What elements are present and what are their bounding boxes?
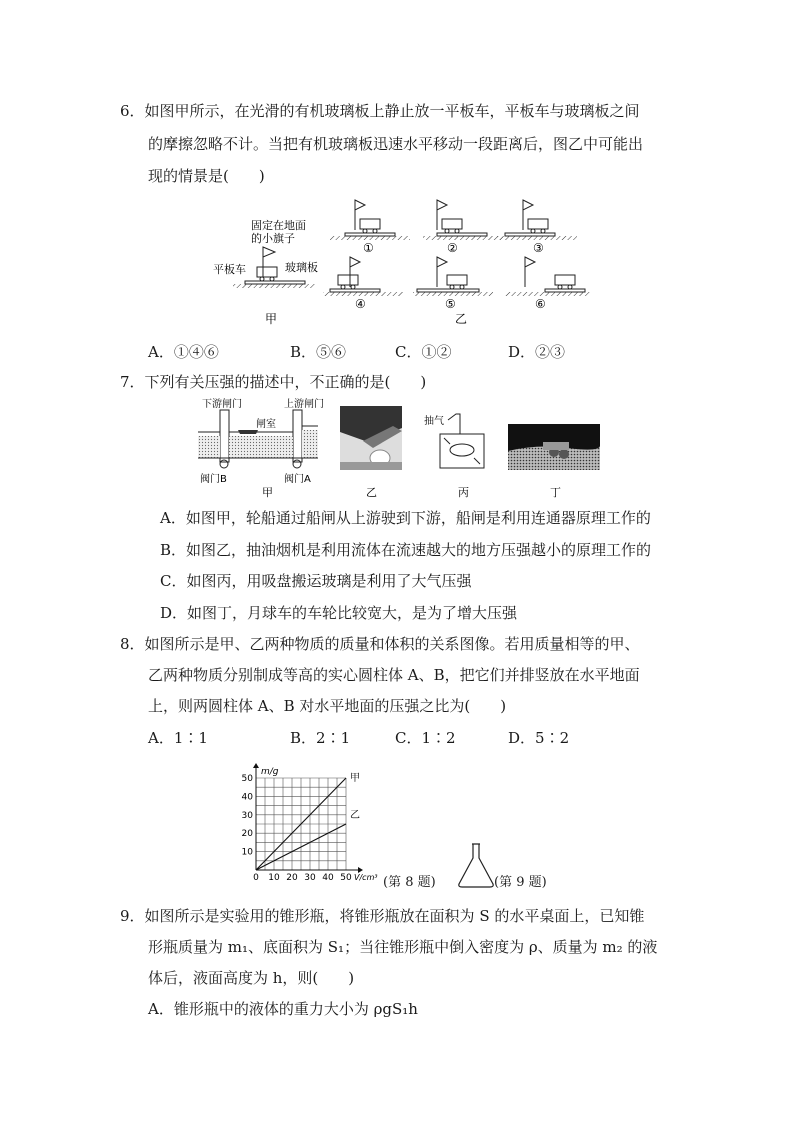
q8-option-a: A．1∶1 — [148, 729, 208, 747]
panel-5 — [413, 257, 493, 311]
q6-option-a: A．①④⑥ — [148, 343, 219, 361]
panel-3 — [497, 200, 577, 255]
x-axis-label: V/cm³ — [354, 873, 378, 882]
pump-label: 抽气 — [424, 416, 444, 427]
chart-series — [256, 772, 360, 870]
panel-number-3: ③ — [533, 241, 544, 255]
x-tick-label: 20 — [286, 873, 298, 883]
q7-option-a: A．如图甲，轮船通过船闸从上游驶到下游，船闸是利用连通器原理工作的 — [160, 509, 651, 527]
flag-label-2: 的小旗子 — [251, 232, 295, 245]
q6-line-2: 的摩擦忽略不计。当把有机玻璃板迅速水平移动一段距离后，图乙中可能出 — [148, 135, 644, 153]
panel-number-5: ⑤ — [445, 297, 456, 311]
q6-option-c: C．①② — [395, 343, 452, 361]
y-axis-label: m/g — [261, 767, 279, 777]
y-tick-label: 40 — [241, 792, 253, 803]
range-hood-photo — [340, 406, 402, 499]
x-tick-label: 40 — [322, 873, 334, 883]
q8-figure-caption: (第 8 题) — [383, 875, 436, 890]
q9-line-1: 9．如图所示是实验用的锥形瓶，将锥形瓶放在面积为 S 的水平桌面上，已知锥 — [120, 907, 645, 925]
panel-2 — [423, 200, 503, 255]
caption-jia: 甲 — [265, 312, 278, 326]
y-tick-label: 30 — [241, 810, 253, 821]
glass-label: 玻璃板 — [285, 261, 318, 274]
y-tick-label: 10 — [241, 847, 253, 858]
x-tick-label: 0 — [253, 873, 259, 883]
panel-number-2: ② — [447, 241, 458, 255]
q8-line-2: 乙两种物质分别制成等高的实心圆柱体 A、B，把它们并排竖放在水平地面 — [148, 666, 640, 684]
panel-1 — [330, 200, 410, 255]
y-tick-label: 50 — [241, 774, 253, 784]
x-tick-label: 30 — [304, 873, 316, 883]
q8-option-c: C．1∶2 — [395, 729, 456, 747]
series-label: 乙 — [350, 810, 360, 821]
panel-number-6: ⑥ — [535, 297, 546, 311]
figure-jia-scene — [213, 218, 318, 326]
panel-number-1: ① — [363, 241, 374, 255]
valve-a-label: 阀门A — [284, 474, 311, 485]
y-axis-arrow — [253, 763, 259, 768]
q8-line-3: 上，则两圆柱体 A、B 对水平地面的压强之比为( ) — [148, 697, 507, 715]
cart-label: 平板车 — [213, 263, 246, 276]
panel-6 — [505, 257, 590, 311]
q7-figure — [198, 396, 608, 500]
q7-caption-jia: 甲 — [262, 486, 273, 499]
x-tick-label: 50 — [340, 873, 352, 883]
q7-option-d: D．如图丁，月球车的车轮比较宽大，是为了增大压强 — [160, 604, 518, 622]
q8-option-b: B．2∶1 — [290, 729, 351, 747]
q7-stem: 7．下列有关压强的描述中，不正确的是( ) — [120, 373, 427, 391]
suction-cup-figure — [424, 414, 484, 499]
flag-label-1: 固定在地面 — [251, 219, 306, 232]
q9-figure-caption: (第 9 题) — [494, 875, 547, 890]
lower-gate-label: 下游闸门 — [202, 399, 242, 410]
q8-option-d: D．5∶2 — [508, 729, 570, 747]
q8-line-1: 8．如图所示是甲、乙两种物质的质量和体积的关系图像。若用质量相等的甲、 — [120, 635, 640, 653]
upper-gate-label: 上游闸门 — [284, 399, 324, 410]
panel-4 — [323, 257, 403, 311]
q7-option-b: B．如图乙，抽油烟机是利用流体在流速越大的地方压强越小的原理工作的 — [160, 541, 652, 559]
panel-number-4: ④ — [355, 297, 366, 311]
conical-flask-figure — [456, 842, 496, 890]
lunar-rover-photo — [508, 424, 600, 499]
lock-chamber-label: 闸室 — [256, 419, 276, 430]
y-tick-label: 20 — [241, 829, 253, 840]
caption-yi: 乙 — [455, 312, 468, 326]
q6-line-1: 6．如图甲所示，在光滑的有机玻璃板上静止放一平板车，平板车与玻璃板之间 — [120, 102, 640, 120]
q9-line-3: 体后，液面高度为 h，则( ) — [148, 969, 355, 987]
q6-option-d: D．②③ — [508, 343, 566, 361]
q7-option-c: C．如图丙，用吸盘搬运玻璃是利用了大气压强 — [160, 572, 472, 590]
ship-lock-figure — [198, 397, 324, 499]
series-label: 甲 — [350, 773, 360, 784]
mass-volume-chart — [236, 758, 396, 890]
q9-line-2: 形瓶质量为 m₁、底面积为 S₁；当往锥形瓶中倒入密度为 ρ、质量为 m₂ 的液 — [148, 938, 658, 956]
q6-figure — [205, 195, 605, 330]
x-tick-label: 10 — [268, 873, 280, 883]
q7-caption-yi: 乙 — [366, 486, 377, 499]
q6-line-3: 现的情景是( ) — [148, 167, 265, 185]
q6-option-b: B．⑤⑥ — [290, 343, 347, 361]
q9-option-a: A．锥形瓶中的液体的重力大小为 ρgS₁h — [148, 1000, 418, 1018]
valve-b-label: 阀门B — [200, 474, 227, 485]
q7-caption-bing: 丙 — [458, 486, 469, 499]
q7-caption-ding: 丁 — [550, 486, 561, 499]
